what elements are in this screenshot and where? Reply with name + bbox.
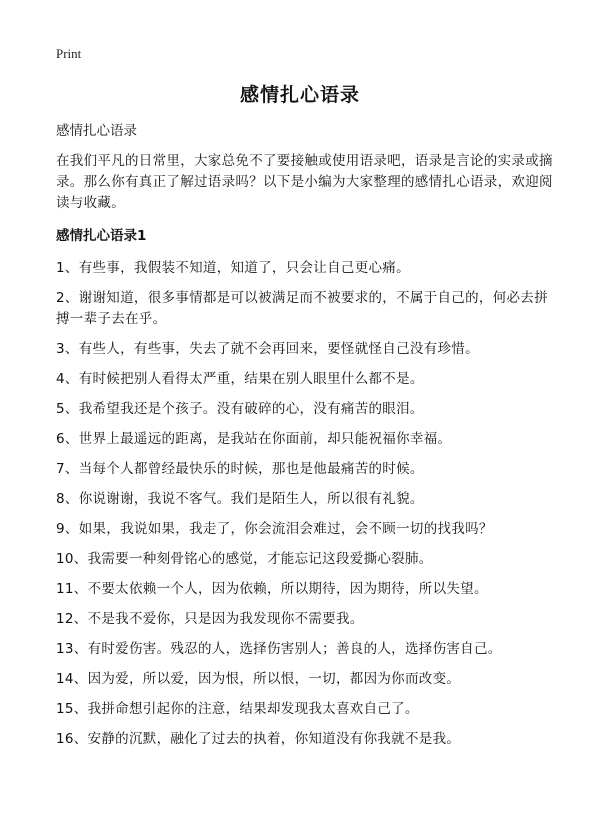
page-title: 感情扎心语录 (239, 84, 360, 106)
document-body (56, 121, 556, 759)
quote-item: 2、谢谢知道，很多事情都是可以被满足而不被要求的，不属于自己的，何必去拼搏一辈子去在乎。 (56, 290, 548, 327)
section-heading: 感情扎心语录1 (56, 228, 147, 244)
quote-item: 8、你说谢谢，我说不客气。我们是陌生人，所以很有礼貌。 (56, 491, 424, 507)
quote-item: 4、有时候把别人看得太严重，结果在别人眼里什么都不是。 (56, 371, 424, 387)
quote-item: 9、如果，我说如果，我走了，你会流泪会难过，会不顾一切的找我吗？ (56, 521, 493, 537)
quote-item: 16、安静的沉默，融化了过去的执着，你知道没有你我就不是我。 (56, 731, 461, 747)
quote-item: 11、不要太依赖一个人，因为依赖，所以期待，因为期待，所以失望。 (56, 581, 488, 597)
document-subtitle: 感情扎心语录 (56, 123, 137, 139)
quote-item: 6、世界上最遥远的距离，是我站在你面前，却只能祝福你幸福。 (56, 431, 452, 447)
quote-item: 12、不是我不爱你，只是因为我发现你不需要我。 (56, 611, 364, 627)
quote-item: 3、有些人，有些事，失去了就不会再回来，要怪就怪自己没有珍惜。 (56, 341, 479, 357)
quote-item: 1、有些事，我假装不知道，知道了，只会让自己更心痛。 (56, 260, 410, 276)
quote-item: 5、我希望我还是个孩子。没有破碎的心，没有痛苦的眼泪。 (56, 401, 424, 417)
quote-item: 14、因为爱，所以爱，因为恨，所以恨，一切，都因为你而改变。 (56, 671, 461, 687)
quote-item: 15、我拼命想引起你的注意，结果却发现我太喜欢自己了。 (56, 701, 419, 717)
quote-item: 13、有时爱伤害。残忍的人，选择伤害别人；善良的人，选择伤害自己。 (56, 641, 502, 657)
quote-item: 10、我需要一种刻骨铭心的感觉，才能忘记这段爱撕心裂肺。 (56, 551, 433, 567)
intro-paragraph: 在我们平凡的日常里，大家总免不了要接触或使用语录吧，语录是言论的实录或摘录。那么你有真正了解过语录吗？以下是小编为大家整理的感情扎心语录，欢迎阅读与收藏。 (56, 153, 553, 211)
quote-item: 7、当每个人都曾经最快乐的时候，那也是他最痛苦的时候。 (56, 461, 424, 477)
print-link[interactable]: Print (56, 46, 82, 61)
